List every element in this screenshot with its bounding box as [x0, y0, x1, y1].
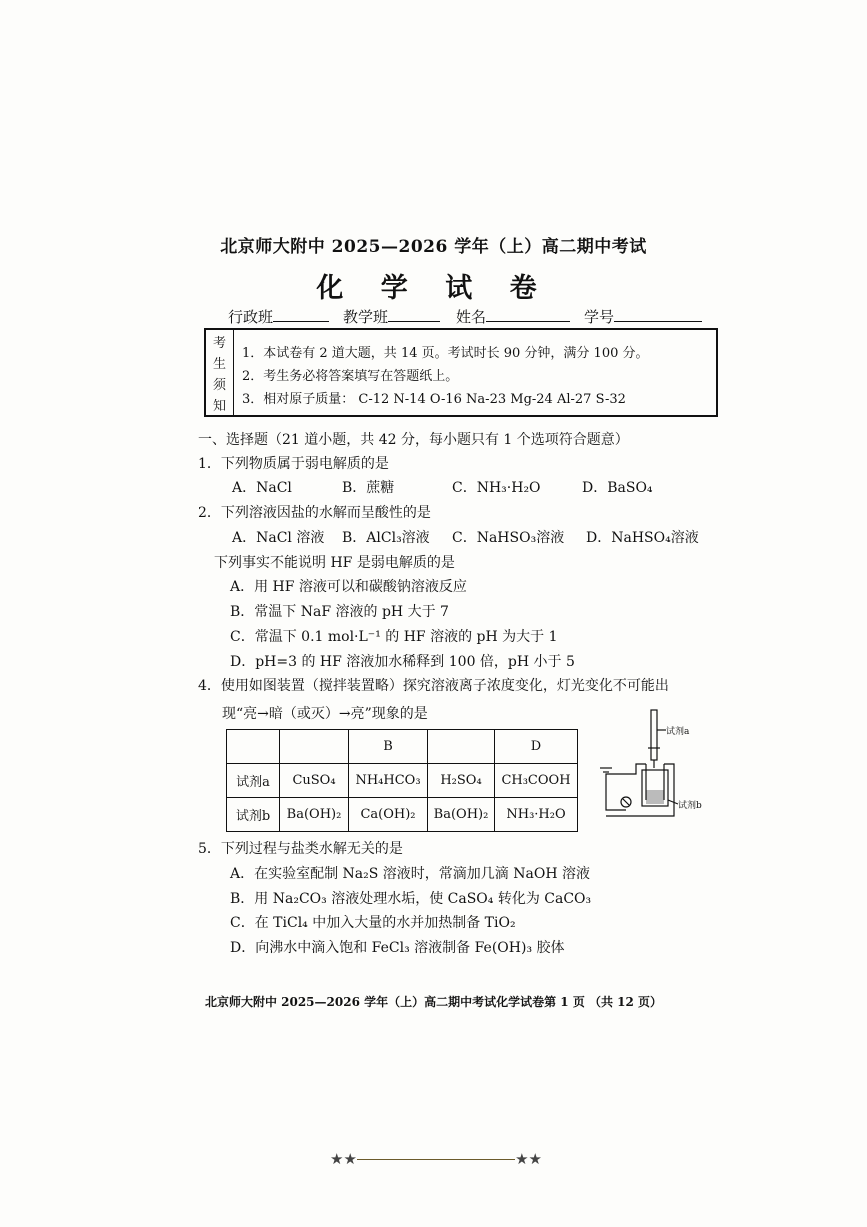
notice-side-label — [206, 330, 234, 415]
q2-option-a: A．NaCl 溶液 — [232, 530, 325, 546]
divider-line — [357, 1159, 515, 1160]
field-label-class: 行政班 — [228, 308, 274, 326]
star-icon: ★★ — [330, 1150, 357, 1168]
q1-option-a: A．NaCl — [232, 480, 292, 496]
field-blank-teaching-class — [388, 307, 440, 322]
table-cell: Ba(OH)₂ — [280, 798, 349, 832]
q3-option-a: A．用 HF 溶液可以和碳酸钠溶液反应 — [230, 579, 467, 595]
q1-option-d: D．BaSO₄ — [582, 480, 653, 496]
q1-option-b: B．蔗糖 — [342, 480, 395, 496]
field-label-name: 姓名 — [456, 308, 487, 326]
table-header-cell: D — [495, 730, 578, 764]
notice-line: 3．相对原子质量： C-12 N-14 O-16 Na-23 Mg-24 Al-27 S-32 — [242, 392, 626, 407]
q5-option-c: C．在 TiCl₄ 中加入大量的水并加热制备 TiO₂ — [230, 915, 516, 931]
q5-stem: 5．下列过程与盐类水解无关的是 — [198, 841, 403, 857]
notice-char: 须 — [213, 378, 227, 393]
field-blank-class — [273, 307, 329, 322]
q5-option-a: A．在实验室配制 Na₂S 溶液时，常滴加几滴 NaOH 溶液 — [230, 866, 590, 882]
q3-stem: 下列事实不能说明 HF 是弱电解质的是 — [214, 555, 455, 571]
table-cell: CuSO₄ — [280, 764, 349, 798]
q5-option-d: D．向沸水中滴入饱和 FeCl₃ 溶液制备 Fe(OH)₃ 胶体 — [230, 940, 565, 956]
table-cell: Ba(OH)₂ — [428, 798, 495, 832]
q4-stem-line1: 4．使用如图装置（搅拌装置略）探究溶液离子浓度变化，灯光变化不可能出 — [198, 678, 669, 694]
table-row — [227, 798, 578, 832]
exam-title: 北京师大附中 2025—2026 学年（上）高二期中考试 — [220, 237, 647, 257]
q2-stem: 2．下列溶液因盐的水解而呈酸性的是 — [198, 505, 431, 521]
table-cell: NH₃·H₂O — [495, 798, 578, 832]
notice-line: 2．考生务必将答案填写在答题纸上。 — [242, 369, 459, 384]
conductivity-apparatus-diagram — [596, 708, 716, 823]
table-header-row — [227, 730, 578, 764]
notice-line: 1．本试卷有 2 道大题，共 14 页。考试时长 90 分钟，满分 100 分。 — [242, 346, 649, 361]
exam-notice-box — [204, 328, 718, 417]
table-cell: Ca(OH)₂ — [349, 798, 428, 832]
notice-char: 生 — [213, 357, 227, 372]
table-header-cell — [227, 730, 280, 764]
bottom-star-divider — [330, 1150, 542, 1170]
field-blank-student-id — [614, 307, 702, 322]
table-row — [227, 764, 578, 798]
table-header-cell: B — [349, 730, 428, 764]
q2-option-b: B．AlCl₃溶液 — [342, 530, 430, 546]
label-reagent-a: 试剂a — [666, 727, 690, 737]
q4-stem-line2: 现“亮→暗（或灭）→亮”现象的是 — [222, 706, 428, 722]
q3-option-c: C．常温下 0.1 mol·L⁻¹ 的 HF 溶液的 pH 为大于 1 — [230, 629, 558, 645]
table-cell: 试剂b — [227, 798, 280, 832]
section-heading: 一、选择题（21 道小题，共 42 分，每小题只有 1 个选项符合题意） — [198, 432, 629, 448]
q1-stem: 1．下列物质属于弱电解质的是 — [198, 456, 389, 472]
table-cell: H₂SO₄ — [428, 764, 495, 798]
q2-option-c: C．NaHSO₃溶液 — [452, 530, 565, 546]
burette-shape — [651, 710, 657, 760]
q2-option-d: D．NaHSO₄溶液 — [586, 530, 699, 546]
table-cell: 试剂a — [227, 764, 280, 798]
star-icon: ★★ — [515, 1150, 542, 1168]
page-footer: 北京师大附中 2025—2026 学年（上）高二期中考试化学试卷第 1 页 （共 12 页） — [204, 995, 663, 1009]
table-header-cell — [428, 730, 495, 764]
field-label-teaching-class: 教学班 — [343, 308, 389, 326]
notice-char: 知 — [213, 399, 227, 414]
field-blank-name — [486, 307, 570, 322]
q5-option-b: B．用 Na₂CO₃ 溶液处理水垢，使 CaSO₄ 转化为 CaCO₃ — [230, 891, 592, 907]
table-cell: NH₄HCO₃ — [349, 764, 428, 798]
q3-option-d: D．pH=3 的 HF 溶液加水稀释到 100 倍，pH 小于 5 — [230, 654, 575, 670]
paper-subtitle: 化 学 试 卷 — [316, 273, 551, 304]
label-reagent-b: 试剂b — [678, 801, 702, 811]
table-cell: CH₃COOH — [495, 764, 578, 798]
q4-reagent-table — [226, 729, 578, 832]
field-label-student-id: 学号 — [584, 308, 615, 326]
table-header-cell — [280, 730, 349, 764]
notice-char: 考 — [213, 336, 227, 351]
q1-option-c: C．NH₃·H₂O — [452, 480, 541, 496]
q3-option-b: B．常温下 NaF 溶液的 pH 大于 7 — [230, 604, 449, 620]
